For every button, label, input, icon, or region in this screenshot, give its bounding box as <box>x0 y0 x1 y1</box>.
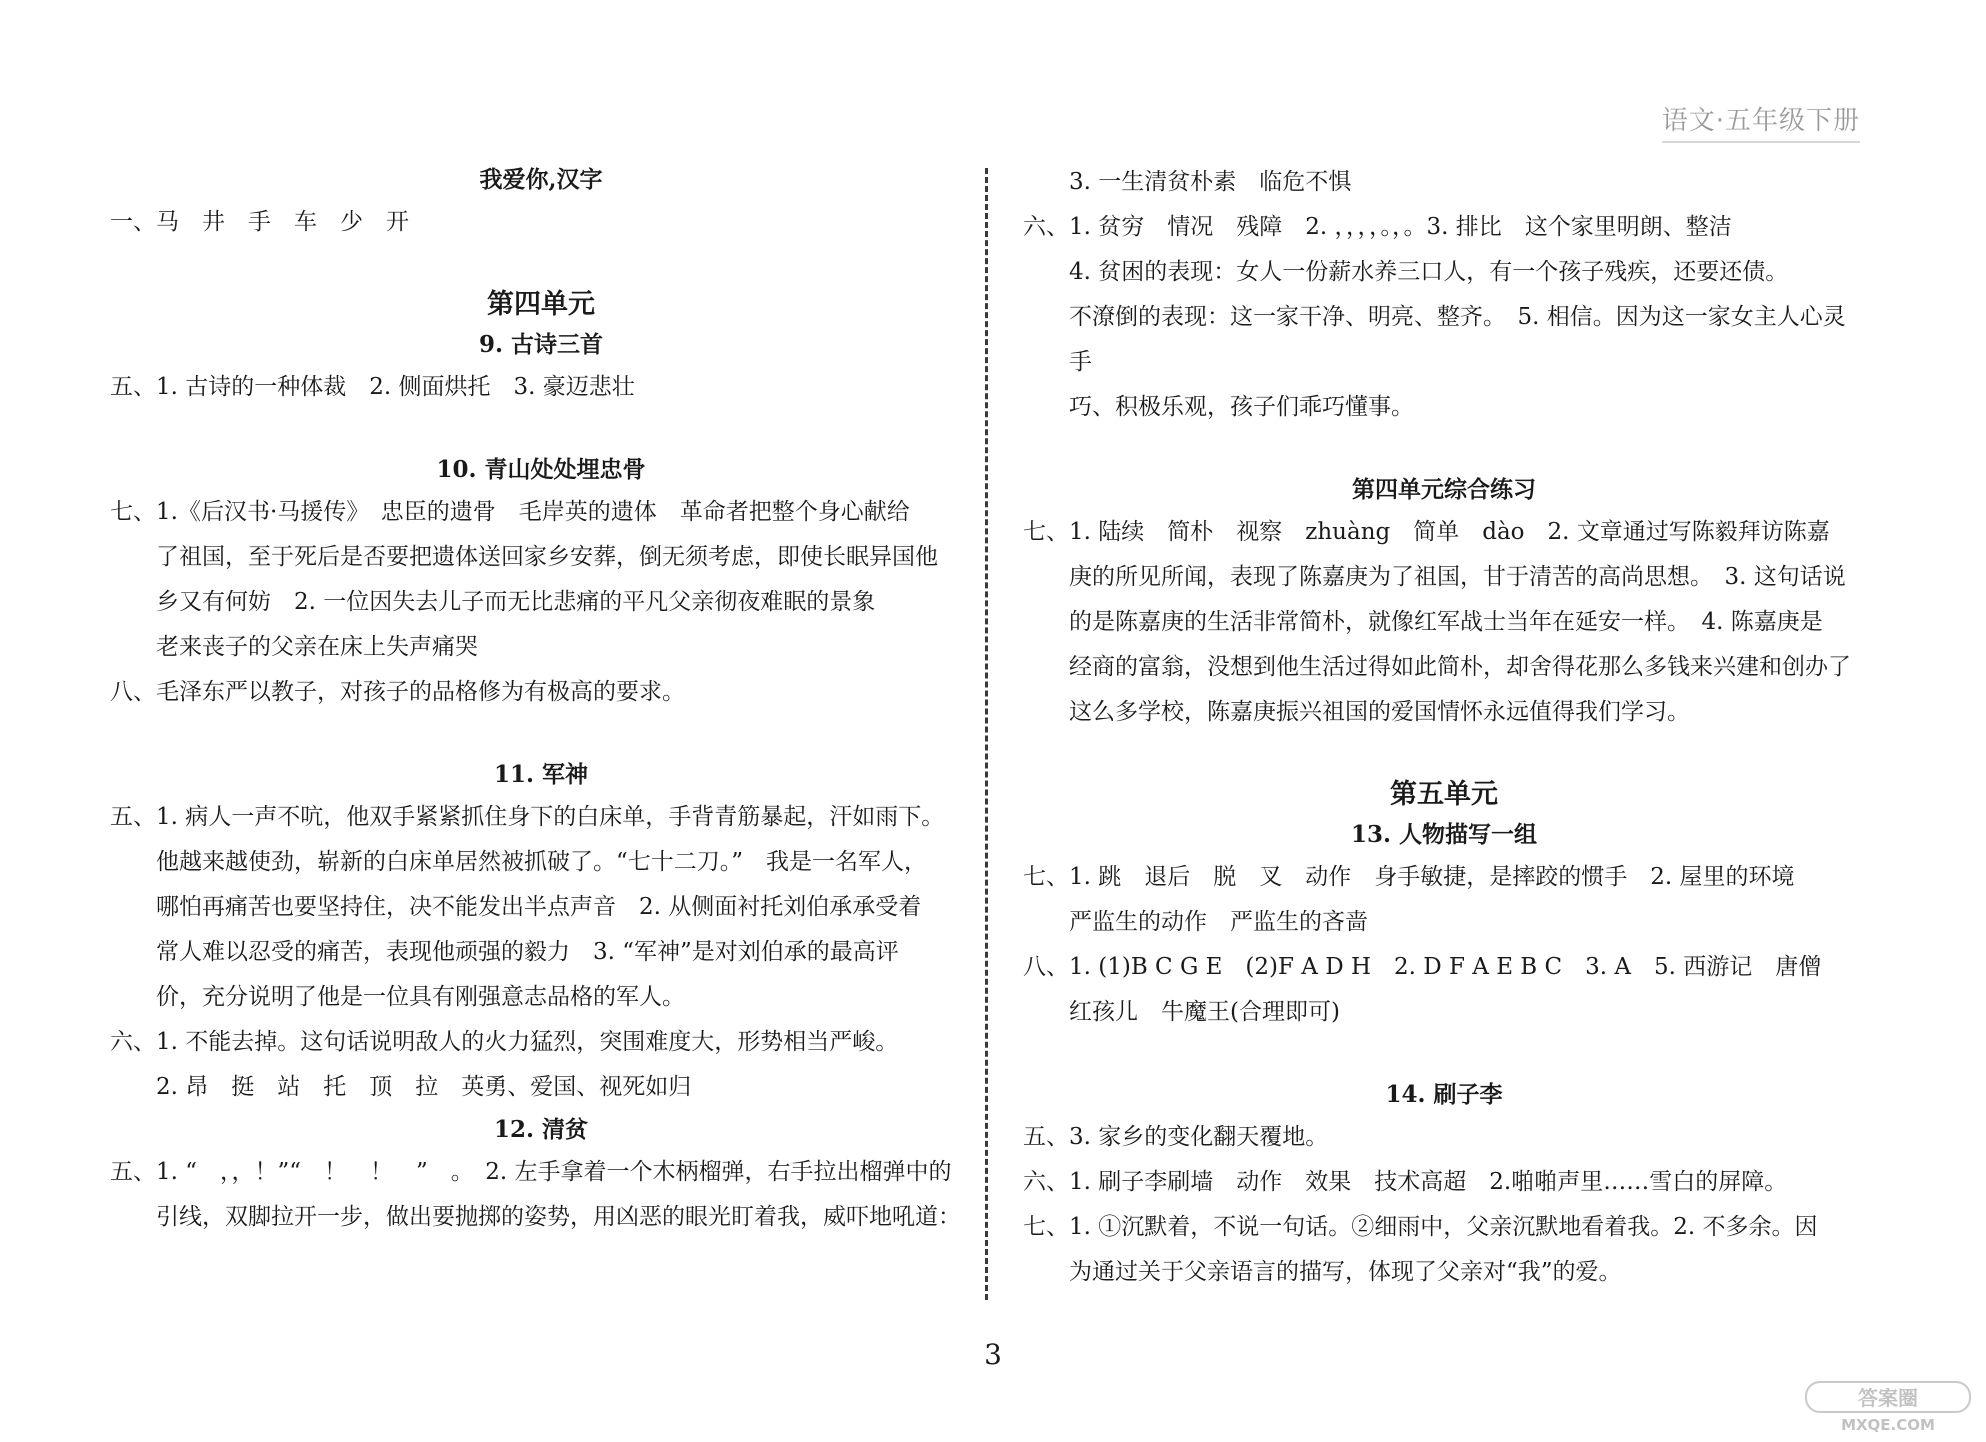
column-divider <box>985 168 988 1300</box>
svg-text:MXQE.COM: MXQE.COM <box>1841 1416 1935 1434</box>
lesson-title-14: 14. 刷子李 <box>1385 1081 1503 1108</box>
answer-line: 老来丧子的父亲在床上失声痛哭 <box>156 634 478 660</box>
left-column <box>110 160 972 1240</box>
answer-line: 引线，双脚拉开一步，做出要抛掷的姿势，用凶恶的眼光盯着我，威吓地吼道： <box>156 1204 961 1230</box>
unit-4-review-title: 第四单元综合练习 <box>1352 476 1536 503</box>
answer-line: 这么多学校，陈嘉庚振兴祖国的爱国情怀永远值得我们学习。 <box>1069 699 1690 725</box>
answer-line: 了祖国，至于死后是否要把遗体送回家乡安葬，倒无须考虑，即使长眠异国他 <box>156 544 938 570</box>
answer-line: 八、1. (1)B C G E (2)F A D H 2. D F A E B C 3. A 5. 西游记 唐僧 <box>1023 954 1822 980</box>
answer-line: 六、1. 刷子李刷墙 动作 效果 技术高超 2.啪啪声里……雪白的屏障。 <box>1023 1169 1788 1195</box>
answer-line: 一、马 井 手 车 少 开 <box>110 209 409 235</box>
answer-line: 庚的所见所闻，表现了陈嘉庚为了祖国，甘于清苦的高尚思想。 3. 这句话说 <box>1069 564 1846 590</box>
answer-line: 哪怕再痛苦也要坚持住，决不能发出半点声音 2. 从侧面衬托刘伯承承受着 <box>156 894 922 920</box>
answer-line: 六、1. 不能去掉。这句话说明敌人的火力猛烈，突围难度大，形势相当严峻。 <box>110 1029 899 1055</box>
unit-title-4: 第四单元 <box>487 289 595 320</box>
answer-line: 2. 昂 挺 站 托 顶 拉 英勇、爱国、视死如归 <box>156 1074 692 1100</box>
answer-line: 经商的富翁，没想到他生活过得如此简朴，却舍得花那么多钱来兴建和创办了 <box>1069 654 1851 680</box>
answer-line: 七、1. ①沉默着，不说一句话。②细雨中，父亲沉默地看着我。2. 不多余。因 <box>1023 1214 1818 1240</box>
answer-line: 六、1. 贫穷 情况 残障 2. ，，，，。，。3. 排比 这个家里明朗、整洁 <box>1023 214 1732 240</box>
answer-line: 七、1.《后汉书·马援传》 忠臣的遗骨 毛岸英的遗体 革命者把整个身心献给 <box>110 499 910 525</box>
answer-line: 乡又有何妨 2. 一位因失去儿子而无比悲痛的平凡父亲彻夜难眠的景象 <box>156 589 876 615</box>
answer-line: 为通过关于父亲语言的描写，体现了父亲对“我”的爱。 <box>1069 1259 1622 1285</box>
page-header-subject: 语文·五年级下册 <box>1662 100 1860 143</box>
answer-line: 七、1. 跳 退后 脱 叉 动作 身手敏捷，是摔跤的惯手 2. 屋里的环境 <box>1023 864 1795 890</box>
answer-line: 价，充分说明了他是一位具有刚强意志品格的军人。 <box>156 984 685 1010</box>
answer-line: 红孩儿 牛魔王(合理即可) <box>1069 999 1340 1025</box>
answer-line: 3. 一生清贫朴素 临危不惧 <box>1069 169 1352 195</box>
answer-line: 常人难以忍受的痛苦，表现他顽强的毅力 3. “军神”是对刘伯承的最高评 <box>156 939 899 965</box>
answer-line: 五、1. 病人一声不吭，他双手紧紧抓住身下的白床单，手背青筋暴起，汗如雨下。 <box>110 804 945 830</box>
right-column <box>1023 160 1865 1295</box>
answer-line: 严监生的动作 严监生的吝啬 <box>1069 909 1368 935</box>
svg-text:答案圈: 答案圈 <box>1858 1386 1918 1410</box>
answer-line: 不潦倒的表现：这一家干净、明亮、整齐。 5. 相信。因为这一家女主人心灵手 <box>1069 304 1846 375</box>
answer-line: 五、3. 家乡的变化翻天覆地。 <box>1023 1124 1329 1150</box>
answer-line: 八、毛泽东严以教子，对孩子的品格修为有极高的要求。 <box>110 679 685 705</box>
answer-line: 巧、积极乐观，孩子们乖巧懂事。 <box>1069 394 1414 420</box>
answer-line: 七、1. 陆续 简朴 视察 zhuàng 简单 dào 2. 文章通过写陈毅拜访陈嘉 <box>1023 519 1830 545</box>
lesson-title-13: 13. 人物描写一组 <box>1350 821 1538 848</box>
lesson-title-9: 9. 古诗三首 <box>478 331 604 358</box>
unit-title-5: 第五单元 <box>1390 779 1498 810</box>
answer-line: 4. 贫困的表现：女人一份薪水养三口人，有一个孩子残疾，还要还债。 <box>1069 259 1789 285</box>
lesson-title-11: 11. 军神 <box>493 761 589 788</box>
lesson-title-12: 12. 清贫 <box>493 1116 589 1143</box>
page-number: 3 <box>984 1338 1002 1371</box>
answer-line: 五、1. “ ，，！”“ ！ ！ ” 。 2. 左手拿着一个木柄榴弹，右手拉出榴弹中的 <box>110 1159 952 1185</box>
answer-line: 他越来越使劲，崭新的白床单居然被抓破了。“七十二刀。” 我是一名军人， <box>156 849 928 875</box>
section-title-hanzi: 我爱你,汉字 <box>479 166 603 193</box>
lesson-title-10: 10. 青山处处埋忠骨 <box>436 456 646 483</box>
answer-line: 五、1. 古诗的一种体裁 2. 侧面烘托 3. 豪迈悲壮 <box>110 374 635 400</box>
watermark-logo <box>1804 1378 1972 1434</box>
answer-line: 的是陈嘉庚的生活非常简朴，就像红军战士当年在延安一样。 4. 陈嘉庚是 <box>1069 609 1823 635</box>
